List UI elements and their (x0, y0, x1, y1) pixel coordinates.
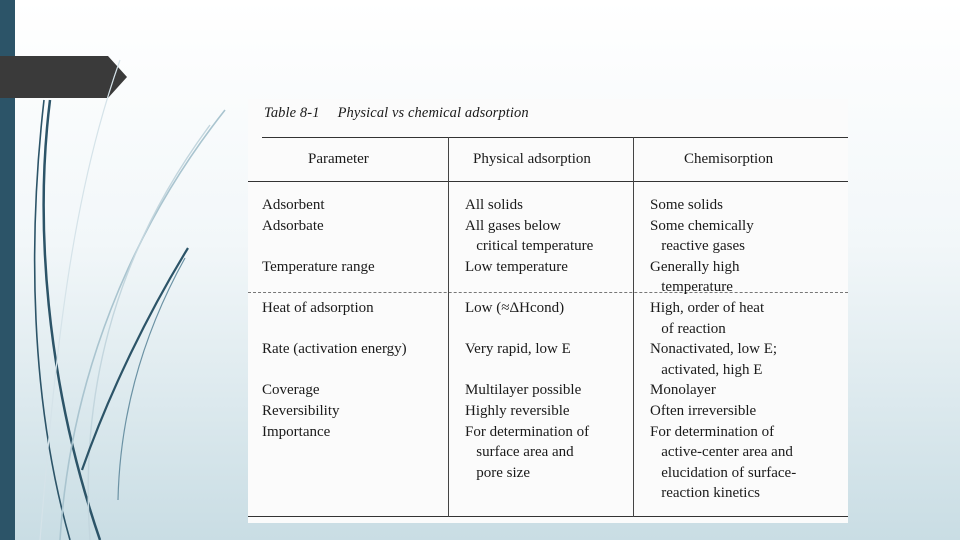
parameter-line (262, 236, 407, 257)
table-caption-number: Table 8-1 (264, 105, 320, 121)
physical-line: Multilayer possible (465, 382, 582, 399)
physical-line: surface area and (465, 444, 574, 461)
header-parameter: Parameter (308, 151, 369, 167)
chemical-line: activated, high E (650, 361, 763, 378)
parameter-line: Importance (262, 423, 331, 440)
physical-line: All gases below (465, 217, 561, 234)
chemisorption-column (650, 195, 796, 504)
parameter-line: Coverage (262, 382, 320, 399)
physical-line (465, 360, 593, 381)
table-caption-title: Physical vs chemical adsorption (337, 105, 529, 121)
chemical-line: Monolayer (650, 382, 716, 399)
chemical-line: Some chemically (650, 217, 754, 234)
parameter-line: Temperature range (262, 258, 375, 275)
physical-line: critical temperature (465, 238, 594, 255)
decorative-curves (0, 0, 260, 540)
parameter-line (262, 319, 407, 340)
parameter-line: Rate (activation energy) (262, 341, 407, 358)
header-physical-adsorption: Physical adsorption (473, 151, 591, 167)
chemical-line: active-center area and (650, 444, 793, 461)
physical-line (465, 277, 593, 298)
physical-line: Low temperature (465, 258, 568, 275)
table-caption (264, 105, 529, 122)
physical-line: pore size (465, 464, 530, 481)
table-column-divider-2 (633, 137, 634, 517)
chemical-line: Generally high (650, 258, 740, 275)
chemical-line: For determination of (650, 423, 775, 440)
chemical-line: Some solids (650, 197, 723, 213)
physical-line: For determination of (465, 423, 590, 440)
parameter-line: Heat of adsorption (262, 299, 374, 316)
parameter-line: Adsorbent (262, 197, 325, 213)
parameter-line (262, 277, 407, 298)
chemical-line: reaction kinetics (650, 485, 760, 502)
header-chemisorption: Chemisorption (684, 151, 774, 167)
parameter-column (262, 195, 407, 442)
physical-line: Very rapid, low E (465, 341, 571, 358)
chemical-line: High, order of heat (650, 299, 765, 316)
physical-line: Low (≈ΔHcond) (465, 299, 565, 316)
table-top-rule (262, 137, 848, 138)
table-column-divider-1 (448, 137, 449, 517)
chemical-line: of reaction (650, 320, 726, 337)
physical-line (465, 319, 593, 340)
table-bottom-rule (248, 516, 848, 517)
table-header-rule (248, 181, 848, 182)
physical-line: Highly reversible (465, 402, 570, 419)
physical-line: All solids (465, 197, 523, 213)
adsorption-table-image (248, 99, 848, 523)
parameter-line: Adsorbate (262, 217, 324, 234)
chemical-line: Nonactivated, low E; (650, 341, 778, 358)
parameter-line: Reversibility (262, 402, 340, 419)
chemical-line: elucidation of surface- (650, 464, 797, 481)
chemical-line: temperature (650, 279, 733, 296)
chemical-line: Often irreversible (650, 402, 757, 419)
parameter-line (262, 360, 407, 381)
chemical-line: reactive gases (650, 238, 745, 255)
physical-adsorption-column (465, 195, 593, 483)
